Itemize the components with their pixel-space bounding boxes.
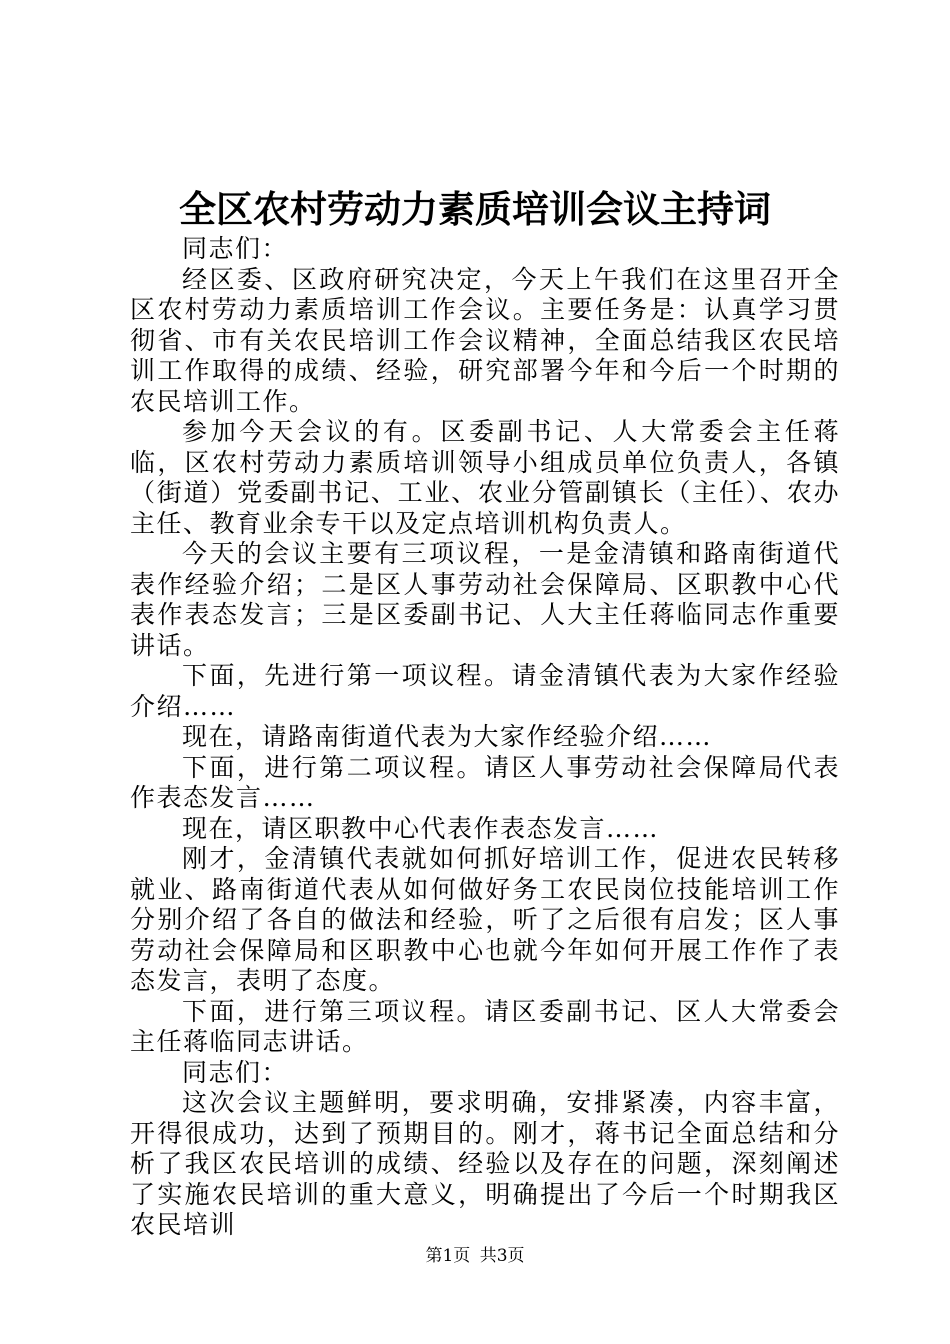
paragraph-salutation: 同志们： <box>182 1057 289 1087</box>
paragraph: 刚才，金清镇代表就如何抓好培训工作，促进农民转移就业、路南街道代表从如何做好务工农民岗位技能培训工作分别介绍了各自的做法和经验，听了之后很有启发；区人事劳动社会保障局和区职教中心也就今年如何开展工作作了表态发言，表明了态度。 <box>130 844 840 995</box>
page-footer <box>0 1244 950 1268</box>
document-body <box>130 234 840 1241</box>
paragraph-salutation: 同志们： <box>182 234 289 263</box>
paragraph: 下面，进行第三项议程。请区委副书记、区人大常委会主任蒋临同志讲话。 <box>130 996 840 1056</box>
paragraph: 这次会议主题鲜明，要求明确，安排紧凑，内容丰富，开得很成功，达到了预期目的。刚才，蒋书记全面总结和分析了我区农民培训的成绩、经验以及存在的问题，深刻阐述了实施农民培训的重大意义，明确提出了今后一个时期我区农民培训 <box>130 1088 840 1239</box>
paragraph: 参加今天会议的有。区委副书记、人大常委会主任蒋临，区农村劳动力素质培训领导小组成员单位负责人，各镇（街道）党委副书记、工业、农业分管副镇长（主任）、农办主任、教育业余专干以及定点培训机构负责人。 <box>130 417 840 538</box>
paragraph: 经区委、区政府研究决定，今天上午我们在这里召开全区农村劳动力素质培训工作会议。主要任务是：认真学习贯彻省、市有关农民培训工作会议精神，全面总结我区农民培训工作取得的成绩、经验，研究部署今年和今后一个时期的农民培训工作。 <box>130 264 840 416</box>
paragraph: 今天的会议主要有三项议程，一是金清镇和路南街道代表作经验介绍；二是区人事劳动社会保障局、区职教中心代表作表态发言；三是区委副书记、人大主任蒋临同志作重要讲话。 <box>130 539 840 660</box>
paragraph: 下面，进行第二项议程。请区人事劳动社会保障局代表作表态发言…… <box>130 752 840 812</box>
paragraph: 现在，请路南街道代表为大家作经验介绍…… <box>182 722 713 751</box>
paragraph: 下面，先进行第一项议程。请金清镇代表为大家作经验介绍…… <box>130 661 840 721</box>
page-total: 共3页 <box>479 1246 525 1266</box>
document-title: 全区农村劳动力素质培训会议主持词 <box>179 187 771 231</box>
paragraph: 现在，请区职教中心代表作表态发言…… <box>182 813 660 843</box>
page-number: 第1页 <box>425 1246 471 1266</box>
